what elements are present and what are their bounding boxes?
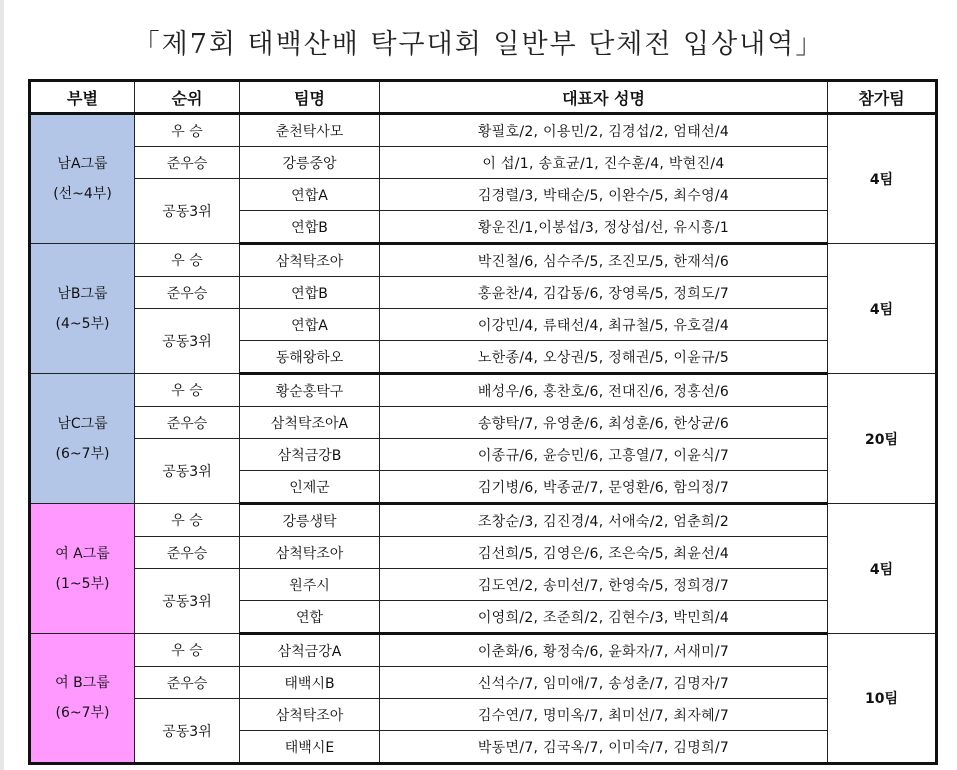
- rank-cell: 준우승: [135, 667, 240, 699]
- division-name: 여 B그룹: [55, 675, 110, 691]
- members-cell: 홍윤찬/4, 김갑동/6, 장영록/5, 정희도/7: [380, 277, 828, 309]
- table-row: [30, 114, 937, 147]
- header-row: [30, 81, 937, 114]
- members-cell: 이종규/6, 윤승민/6, 고흥열/7, 이윤식/7: [380, 439, 828, 471]
- table-row: [30, 374, 937, 407]
- rank-cell: 준우승: [135, 537, 240, 569]
- entries-cell: 20팀: [828, 374, 937, 504]
- division-name: 남C그룹: [57, 415, 108, 432]
- table-row: [30, 439, 937, 471]
- rank-cell: 공동3위: [135, 309, 240, 374]
- team-cell: 연합A: [240, 309, 380, 341]
- rank-cell: 우 승: [135, 244, 240, 277]
- division-range: (6~7부): [55, 445, 110, 462]
- team-cell: 삼척탁조아: [240, 699, 380, 731]
- division-cell: [30, 374, 135, 504]
- header-team: 팀명: [240, 81, 380, 114]
- table-row: [30, 699, 937, 731]
- division-cell: [30, 114, 135, 244]
- rank-cell: 우 승: [135, 114, 240, 147]
- table-row: [30, 179, 937, 211]
- division-range: (4~5부): [55, 315, 110, 332]
- team-cell: 삼척탁조아A: [240, 407, 380, 439]
- rank-cell: 공동3위: [135, 699, 240, 764]
- division-name: 여 A그룹: [55, 545, 110, 562]
- rank-cell: 공동3위: [135, 179, 240, 244]
- members-cell: 이 섭/1, 송효균/1, 진수훈/4, 박현진/4: [380, 147, 828, 179]
- team-cell: 태백시E: [240, 731, 380, 764]
- team-cell: 강릉생탁: [240, 504, 380, 537]
- members-cell: 박진철/6, 심수주/5, 조진모/5, 한재석/6: [380, 244, 828, 277]
- entries-cell: 10팀: [828, 634, 937, 764]
- table-row: [30, 634, 937, 667]
- members-cell: 황운진/1,이봉섭/3, 정상섭/선, 유시흥/1: [380, 211, 828, 244]
- header-entries: 참가팀: [828, 81, 937, 114]
- members-cell: 김선희/5, 김영은/6, 조은숙/5, 최윤선/4: [380, 537, 828, 569]
- team-cell: 연합B: [240, 211, 380, 244]
- rank-cell: 준우승: [135, 407, 240, 439]
- header-rank: 순위: [135, 81, 240, 114]
- table-row: [30, 277, 937, 309]
- header-division: 부별: [30, 81, 135, 114]
- team-cell: 삼척금강B: [240, 439, 380, 471]
- team-cell: 연합: [240, 601, 380, 634]
- rank-cell: 준우승: [135, 147, 240, 179]
- table-row: [30, 147, 937, 179]
- table-row: [30, 244, 937, 277]
- members-cell: 이강민/4, 류태선/4, 최규철/5, 유호걸/4: [380, 309, 828, 341]
- table-row: [30, 537, 937, 569]
- division-name: 남B그룹: [57, 285, 108, 302]
- division-name: 남A그룹: [57, 156, 108, 172]
- team-cell: 삼척탁조아: [240, 244, 380, 277]
- members-cell: 황필호/2, 이용민/2, 김경섭/2, 엄태선/4: [380, 114, 828, 147]
- members-cell: 김경렬/3, 박태순/5, 이완수/5, 최수영/4: [380, 179, 828, 211]
- team-cell: 강릉중앙: [240, 147, 380, 179]
- window-left-edge: [0, 0, 4, 770]
- division-range: (선~4부): [53, 186, 112, 202]
- rank-cell: 공동3위: [135, 439, 240, 504]
- entries-cell: 4팀: [828, 114, 937, 244]
- division-cell: [30, 634, 135, 764]
- division-cell: [30, 504, 135, 634]
- rank-cell: 준우승: [135, 277, 240, 309]
- header-members: 대표자 성명: [380, 81, 828, 114]
- table-row: [30, 309, 937, 341]
- page-title: 「제7회 태백산배 탁구대회 일반부 단체전 입상내역」: [132, 29, 825, 60]
- members-cell: 김도연/2, 송미선/7, 한영숙/5, 정희경/7: [380, 569, 828, 601]
- division-range: (6~7부): [55, 705, 110, 721]
- rank-cell: 우 승: [135, 374, 240, 407]
- members-cell: 노한종/4, 오상권/5, 정해권/5, 이윤규/5: [380, 341, 828, 374]
- members-cell: 이영희/2, 조준희/2, 김현수/3, 박민희/4: [380, 601, 828, 634]
- team-cell: 원주시: [240, 569, 380, 601]
- team-cell: 삼척금강A: [240, 634, 380, 667]
- table-row: [30, 504, 937, 537]
- entries-cell: 4팀: [828, 504, 937, 634]
- members-cell: 김수연/7, 명미옥/7, 최미선/7, 최자혜/7: [380, 699, 828, 731]
- team-cell: 황순홍탁구: [240, 374, 380, 407]
- members-cell: 김기병/6, 박종균/7, 문영환/6, 함의정/7: [380, 471, 828, 504]
- team-cell: 삼척탁조아: [240, 537, 380, 569]
- rank-cell: 우 승: [135, 504, 240, 537]
- members-cell: 송향탁/7, 유영춘/6, 최성훈/6, 한상균/6: [380, 407, 828, 439]
- members-cell: 배성우/6, 홍찬호/6, 전대진/6, 정홍선/6: [380, 374, 828, 407]
- team-cell: 연합A: [240, 179, 380, 211]
- division-cell: [30, 244, 135, 374]
- team-cell: 춘천탁사모: [240, 114, 380, 147]
- entries-cell: 4팀: [828, 244, 937, 374]
- table-row: [30, 407, 937, 439]
- team-cell: 연합B: [240, 277, 380, 309]
- table-body: [30, 114, 937, 764]
- division-range: (1~5부): [55, 575, 110, 592]
- members-cell: 박동면/7, 김국옥/7, 이미숙/7, 김명희/7: [380, 731, 828, 764]
- members-cell: 조창순/3, 김진경/4, 서애숙/2, 엄춘희/2: [380, 504, 828, 537]
- rank-cell: 공동3위: [135, 569, 240, 634]
- results-table: [28, 79, 938, 765]
- team-cell: 태백시B: [240, 667, 380, 699]
- team-cell: 인제군: [240, 471, 380, 504]
- team-cell: 동해왕하오: [240, 341, 380, 374]
- members-cell: 신석수/7, 임미애/7, 송성춘/7, 김명자/7: [380, 667, 828, 699]
- table-row: [30, 667, 937, 699]
- table-row: [30, 569, 937, 601]
- rank-cell: 우 승: [135, 634, 240, 667]
- members-cell: 이춘화/6, 황정숙/6, 윤화자/7, 서새미/7: [380, 634, 828, 667]
